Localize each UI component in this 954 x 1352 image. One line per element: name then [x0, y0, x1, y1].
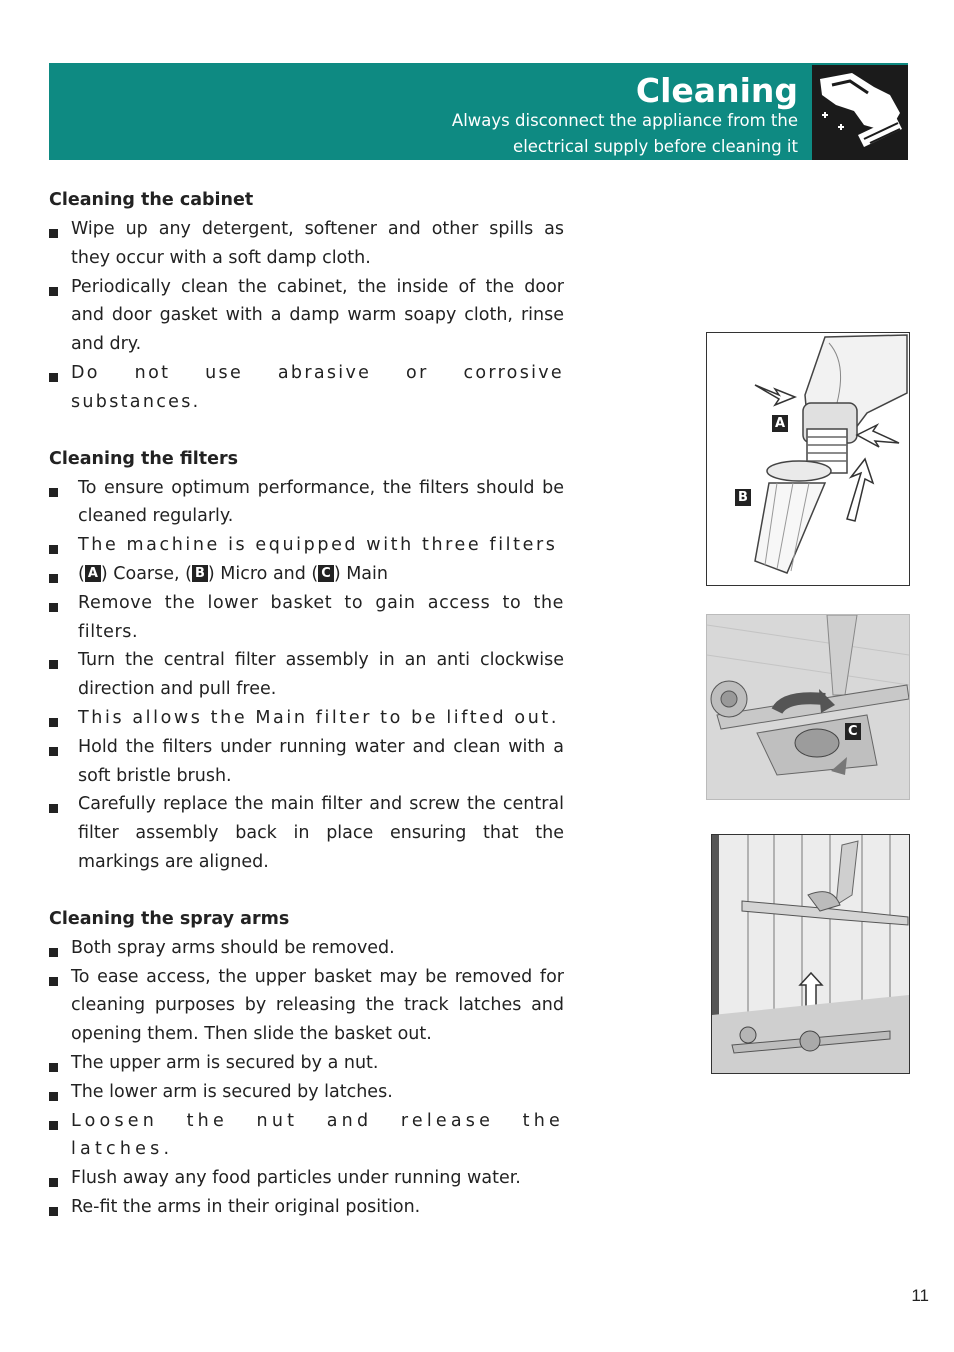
page-number: 11	[911, 1286, 929, 1305]
header-banner	[49, 63, 908, 160]
list-item: Re-fit the arms in their original position.	[49, 1193, 564, 1222]
list-item: Both spray arms should be removed.	[49, 934, 564, 963]
filter-label-a: A	[85, 565, 101, 582]
list-item: The lower arm is secured by latches.	[49, 1078, 564, 1107]
cabinet-list	[49, 215, 564, 417]
list-item: Turn the central filter assembly in an anti clockwise direction and pull free.	[49, 646, 564, 704]
list-item: Remove the lower basket to gain access to the filters.	[49, 589, 564, 647]
list-item: Loosen the nut and release the latches.	[49, 1107, 564, 1165]
spray-arms-list	[49, 934, 564, 1222]
list-item: The upper arm is secured by a nut.	[49, 1049, 564, 1078]
list-item: Periodically clean the cabinet, the inside of the door and door gasket with a damp warm soapy cloth, rinse and dry.	[49, 273, 564, 359]
figure-label-a: A	[772, 415, 788, 432]
cleaning-hand-icon	[812, 65, 908, 160]
filter-types-item: ( A ) Coarse, ( B ) Micro and ( C ) Main	[49, 560, 564, 589]
filter-in-machine-illustration	[706, 614, 910, 800]
filter-label-b: B	[192, 565, 208, 582]
list-item: The machine is equipped with three filters	[49, 531, 564, 560]
main-content	[49, 186, 564, 1222]
figure-label-c: C	[845, 723, 861, 740]
list-item: Flush away any food particles under running water.	[49, 1164, 564, 1193]
list-item: Wipe up any detergent, softener and other spills as they occur with a soft damp cloth.	[49, 215, 564, 273]
section-heading-cabinet: Cleaning the cabinet	[49, 190, 254, 210]
filters-list	[49, 474, 564, 877]
section-heading-filters: Cleaning the filters	[49, 448, 239, 469]
subtitle-line-1: Always disconnect the appliance from the	[451, 111, 798, 130]
figure-label-b: B	[735, 489, 751, 506]
spray-arms-illustration	[711, 834, 910, 1074]
filter-label-c: C	[318, 565, 334, 582]
list-item: To ease access, the upper basket may be removed for cleaning purposes by releasing the track latches and opening them. Then slide the basket out.	[49, 963, 564, 1049]
list-item: This allows the Main filter to be lifted out.	[49, 704, 564, 733]
filter-assembly-illustration	[706, 332, 910, 586]
list-item: Hold the filters under running water and clean with a soft bristle brush.	[49, 733, 564, 791]
page-title: Cleaning	[635, 71, 798, 110]
section-heading-spray-arms: Cleaning the spray arms	[49, 908, 290, 929]
page-subtitle	[452, 108, 798, 160]
subtitle-line-2: electrical supply before cleaning it	[513, 137, 798, 156]
list-item: Carefully replace the main filter and screw the central filter assembly back in place ensuring that the markings are aligned.	[49, 790, 564, 876]
list-item: To ensure optimum performance, the filters should be cleaned regularly.	[49, 474, 564, 532]
list-item: Do not use abrasive or corrosive substances.	[49, 359, 564, 417]
